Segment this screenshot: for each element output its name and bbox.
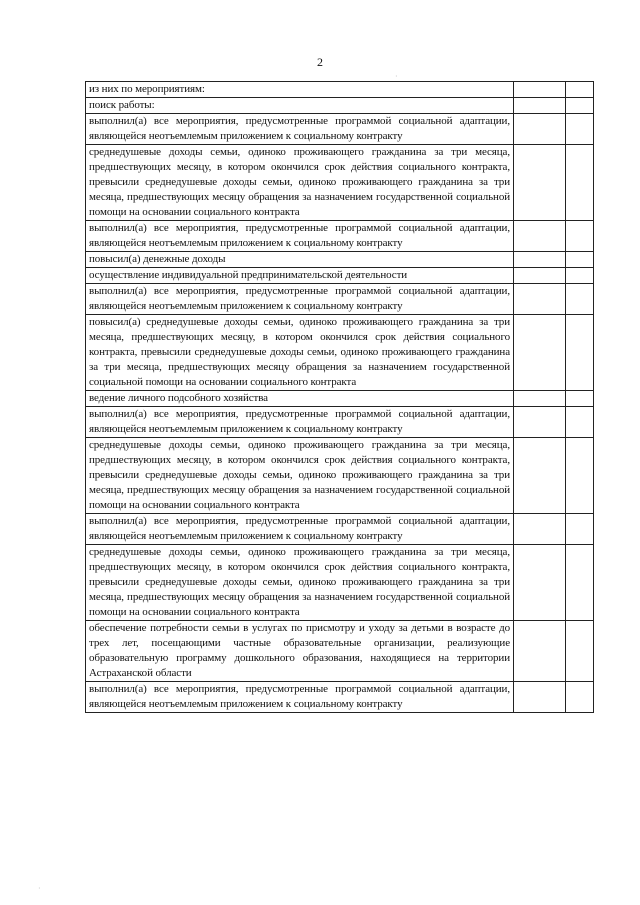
value-cell-2	[566, 391, 594, 407]
value-cell-2	[566, 98, 594, 114]
scan-speck: ·	[395, 72, 398, 81]
table-row	[86, 268, 594, 284]
table-row	[86, 221, 594, 252]
row-label: из них по мероприятиям:	[86, 82, 514, 98]
value-cell-1	[514, 268, 566, 284]
row-label: среднедушевые доходы семьи, одиноко проживающего гражданина за три месяца, предшествующих месяцу, в котором окончился срок действия социального контракта, превысили среднедушевые доходы семьи, одиноко проживающего гражданина за три месяца, предшествующих месяцу обращения за назначением государственной социальной помощи на основании социального контракта	[86, 145, 514, 221]
table-row	[86, 252, 594, 268]
value-cell-2	[566, 284, 594, 315]
table-row	[86, 82, 594, 98]
table-row	[86, 545, 594, 621]
row-label: обеспечение потребности семьи в услугах по присмотру и уходу за детьми в возрасте до трех лет, посещающими частные образовательные организации, реализующие образовательную программу дошкольного образования, находящиеся на территории Астраханской области	[86, 621, 514, 682]
value-cell-2	[566, 114, 594, 145]
value-cell-1	[514, 114, 566, 145]
table-row	[86, 682, 594, 713]
row-label: осуществление индивидуальной предпринимательской деятельности	[86, 268, 514, 284]
value-cell-1	[514, 391, 566, 407]
value-cell-2	[566, 82, 594, 98]
page-number: 2	[317, 55, 323, 69]
value-cell-1	[514, 145, 566, 221]
row-label: поиск работы:	[86, 98, 514, 114]
table-row	[86, 114, 594, 145]
row-label: ведение личного подсобного хозяйства	[86, 391, 514, 407]
table-row	[86, 284, 594, 315]
row-label: среднедушевые доходы семьи, одиноко проживающего гражданина за три месяца, предшествующих месяцу, в котором окончился срок действия социального контракта, превысили среднедушевые доходы семьи, одиноко проживающего гражданина за три месяца, предшествующих месяцу обращения за назначением государственной социальной помощи на основании социального контракта	[86, 545, 514, 621]
value-cell-1	[514, 98, 566, 114]
scan-speck: ·	[38, 884, 41, 893]
row-label: выполнил(а) все мероприятия, предусмотренные программой социальной адаптации, являющейся неотъемлемым приложением к социальному контракту	[86, 514, 514, 545]
value-cell-1	[514, 438, 566, 514]
value-cell-2	[566, 514, 594, 545]
value-cell-1	[514, 82, 566, 98]
table-row	[86, 621, 594, 682]
row-label: выполнил(а) все мероприятия, предусмотренные программой социальной адаптации, являющейся неотъемлемым приложением к социальному контракту	[86, 114, 514, 145]
row-label: выполнил(а) все мероприятия, предусмотренные программой социальной адаптации, являющейся неотъемлемым приложением к социальному контракту	[86, 221, 514, 252]
value-cell-1	[514, 682, 566, 713]
value-cell-2	[566, 145, 594, 221]
value-cell-1	[514, 315, 566, 391]
value-cell-2	[566, 682, 594, 713]
value-cell-2	[566, 545, 594, 621]
row-label: выполнил(а) все мероприятия, предусмотренные программой социальной адаптации, являющейся неотъемлемым приложением к социальному контракту	[86, 682, 514, 713]
value-cell-2	[566, 621, 594, 682]
table-row	[86, 438, 594, 514]
table-row	[86, 315, 594, 391]
indicators-table	[85, 81, 594, 713]
indicators-table-body	[86, 82, 594, 713]
row-label: повысил(а) денежные доходы	[86, 252, 514, 268]
value-cell-1	[514, 514, 566, 545]
value-cell-2	[566, 315, 594, 391]
table-row	[86, 514, 594, 545]
value-cell-1	[514, 545, 566, 621]
row-label: повысил(а) среднедушевые доходы семьи, одиноко проживающего гражданина за три месяца, предшествующих месяцу, в котором окончился срок действия социального контракта, превысили среднедушевые доходы семьи, одиноко проживающего гражданина за три месяца, предшествующих месяцу обращения за назначением государственной социальной помощи на основании социального контракта	[86, 315, 514, 391]
value-cell-2	[566, 438, 594, 514]
table-row	[86, 145, 594, 221]
value-cell-1	[514, 221, 566, 252]
value-cell-1	[514, 252, 566, 268]
table-row	[86, 407, 594, 438]
value-cell-2	[566, 268, 594, 284]
value-cell-2	[566, 221, 594, 252]
table-row	[86, 391, 594, 407]
value-cell-1	[514, 407, 566, 438]
value-cell-2	[566, 252, 594, 268]
value-cell-2	[566, 407, 594, 438]
row-label: выполнил(а) все мероприятия, предусмотренные программой социальной адаптации, являющейся неотъемлемым приложением к социальному контракту	[86, 284, 514, 315]
row-label: среднедушевые доходы семьи, одиноко проживающего гражданина за три месяца, предшествующих месяцу, в котором окончился срок действия социального контракта, превысили среднедушевые доходы семьи, одиноко проживающего гражданина за три месяца, предшествующих месяцу обращения за назначением государственной социальной помощи на основании социального контракта	[86, 438, 514, 514]
value-cell-1	[514, 284, 566, 315]
row-label: выполнил(а) все мероприятия, предусмотренные программой социальной адаптации, являющейся неотъемлемым приложением к социальному контракту	[86, 407, 514, 438]
value-cell-1	[514, 621, 566, 682]
table-row	[86, 98, 594, 114]
